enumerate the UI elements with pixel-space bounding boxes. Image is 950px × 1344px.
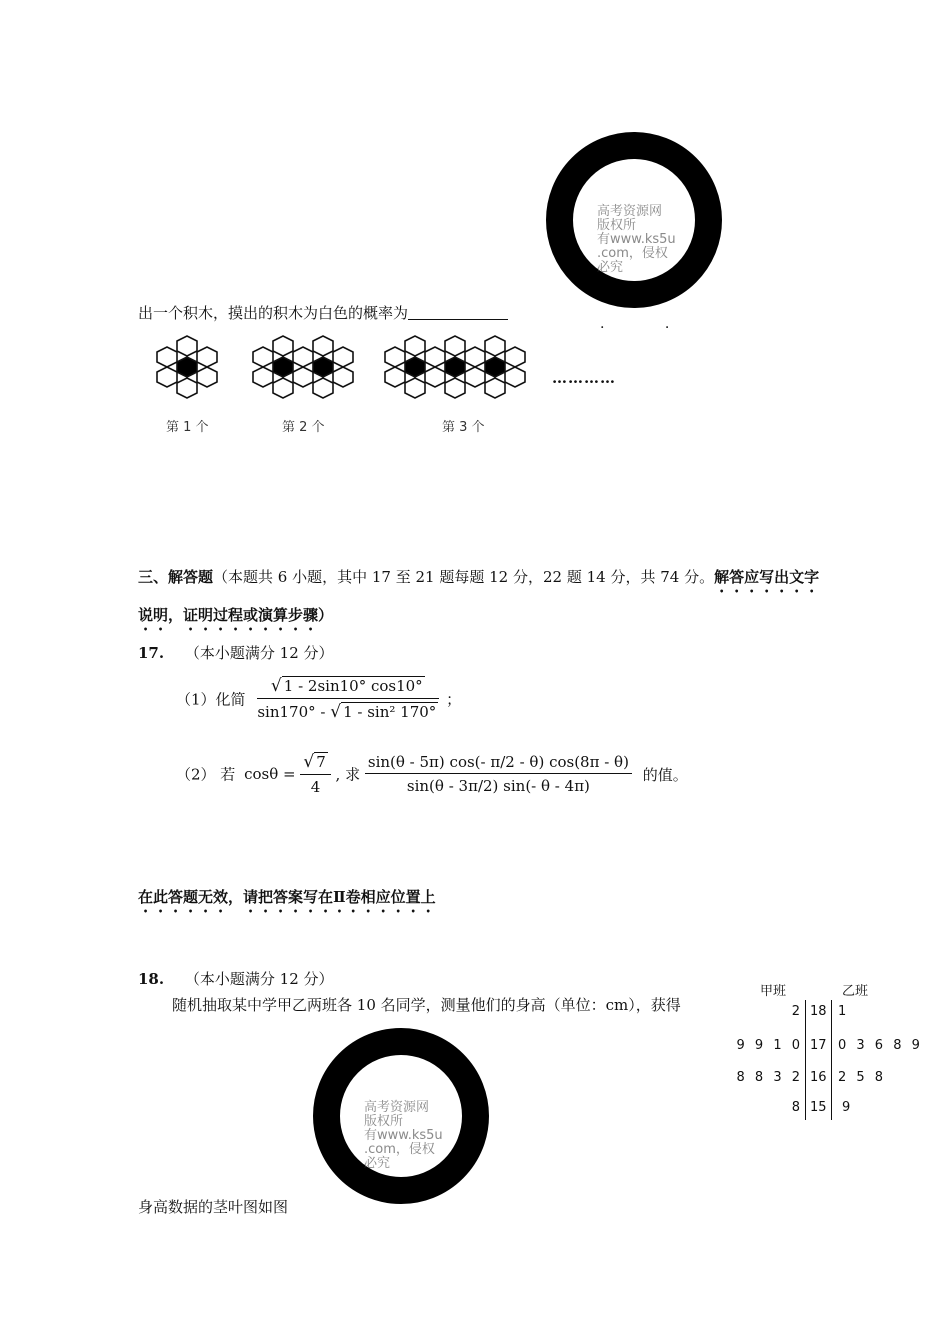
- section3-heading: [138, 566, 819, 596]
- q17-part2-label: （2） 若: [176, 765, 236, 784]
- q17-header: [138, 642, 334, 663]
- q18-header: [138, 968, 334, 989]
- q16-prefix: 出一个积木，摸出的积木为白色的概率为: [138, 304, 409, 322]
- q17-number: 17.: [138, 644, 165, 662]
- q17-part2-fraction: [365, 753, 632, 795]
- q17-part2-req: , 求: [335, 765, 361, 784]
- stem-row-2: 17: [810, 1038, 827, 1053]
- stem-line-right: [831, 1000, 832, 1120]
- watermark-text-top: 高考资源网 版权所 有www.ks5u .com，侵权 必究: [597, 204, 676, 275]
- section3-bold-line2: 说明，证明过程或演算步骤）: [138, 606, 334, 624]
- q17-score: （本小题满分 12 分）: [184, 644, 334, 662]
- q18-text: 随机抽取某中学甲乙两班各 10 名同学，测量他们的身高（单位：cm），获得: [172, 996, 681, 1014]
- q17-part1-den-a: sin170° -: [257, 703, 326, 721]
- leaf-right-row-1: 1: [838, 1004, 847, 1019]
- section3-title: 三、解答题: [138, 568, 214, 586]
- stem-row-4: 15: [810, 1100, 827, 1115]
- q17-part1-numerator: 1 - 2sin10° cos10°: [283, 677, 423, 695]
- stem-leaf-left-title: 甲班: [760, 984, 787, 999]
- q17-part1-den-b: 1 - sin² 170°: [343, 703, 437, 721]
- stray-dots: . .: [600, 316, 698, 332]
- leaf-right-row-4: 9: [842, 1100, 851, 1115]
- q17-part2-denominator: sin(θ - 3π/2) sin(- θ - 4π): [406, 777, 590, 795]
- q17-part2-cos-den: 4: [310, 778, 321, 796]
- invalid-answer-notice: 在此答题无效，请把答案写在Ⅱ卷相应位置上: [138, 888, 436, 906]
- stem-line-left: [805, 1000, 806, 1120]
- q17-part1-end: ；: [446, 690, 462, 709]
- leaf-right-row-3: 2 5 8: [838, 1070, 884, 1085]
- stem-row-3: 16: [810, 1070, 827, 1085]
- hexagon-figure-3: [385, 336, 525, 398]
- q18-number: 18.: [138, 970, 165, 988]
- q17-part2-cos: cosθ =: [244, 765, 296, 783]
- leaf-left-row-2: 9 9 1 0: [736, 1038, 800, 1053]
- q17-part2-numerator: sin(θ - 5π) cos(- π/2 - θ) cos(8π - θ): [365, 753, 632, 774]
- caption-figure-3: 第 3 个: [442, 420, 485, 435]
- q17-part2: [176, 752, 688, 796]
- leaf-left-row-4: 8: [791, 1100, 800, 1115]
- answer-blank: [408, 305, 508, 320]
- q18-text-tail: 身高数据的茎叶图如图: [138, 1198, 289, 1216]
- stem-leaf-right-title: 乙班: [842, 984, 869, 999]
- leaf-right-row-2: 0 3 6 8 9: [838, 1038, 920, 1053]
- q18-score: （本小题满分 12 分）: [184, 970, 334, 988]
- section3-bold-tail: 解答应写出文字: [714, 568, 820, 586]
- section3-note: （本题共 6 小题，其中 17 至 21 题每题 12 分，22 题 14 分，共 74 分。: [213, 568, 715, 586]
- q17-part1-label: （1）化简: [176, 690, 246, 709]
- caption-figure-1: 第 1 个: [166, 420, 209, 435]
- stem-row-1: 18: [810, 1004, 827, 1019]
- caption-figure-2: 第 2 个: [282, 420, 325, 435]
- hexagon-figure-2: [253, 336, 353, 398]
- q17-part2-cos-fraction: $\frac{√ 7}{4}$: [300, 752, 330, 796]
- watermark-text-bottom: 高考资源网 版权所 有www.ks5u .com，侵权 必究: [364, 1100, 443, 1171]
- hexagon-ellipsis: …………: [552, 369, 616, 387]
- q17-part2-end: 的值。: [642, 765, 688, 784]
- q17-part1: [176, 676, 461, 722]
- q17-part1-fraction: $\frac{√ 1 - 2\sin 10^\circ \cos 10^\circ}{\text{sin170° - √ 1 - sin² 170°}}$: [254, 676, 441, 722]
- hexagon-figure-1: [157, 336, 217, 398]
- leaf-left-row-3: 8 8 3 2: [736, 1070, 800, 1085]
- q16-text: [138, 302, 508, 323]
- leaf-left-row-1: 2: [791, 1004, 800, 1019]
- q17-part2-cos-num: 7: [316, 753, 326, 771]
